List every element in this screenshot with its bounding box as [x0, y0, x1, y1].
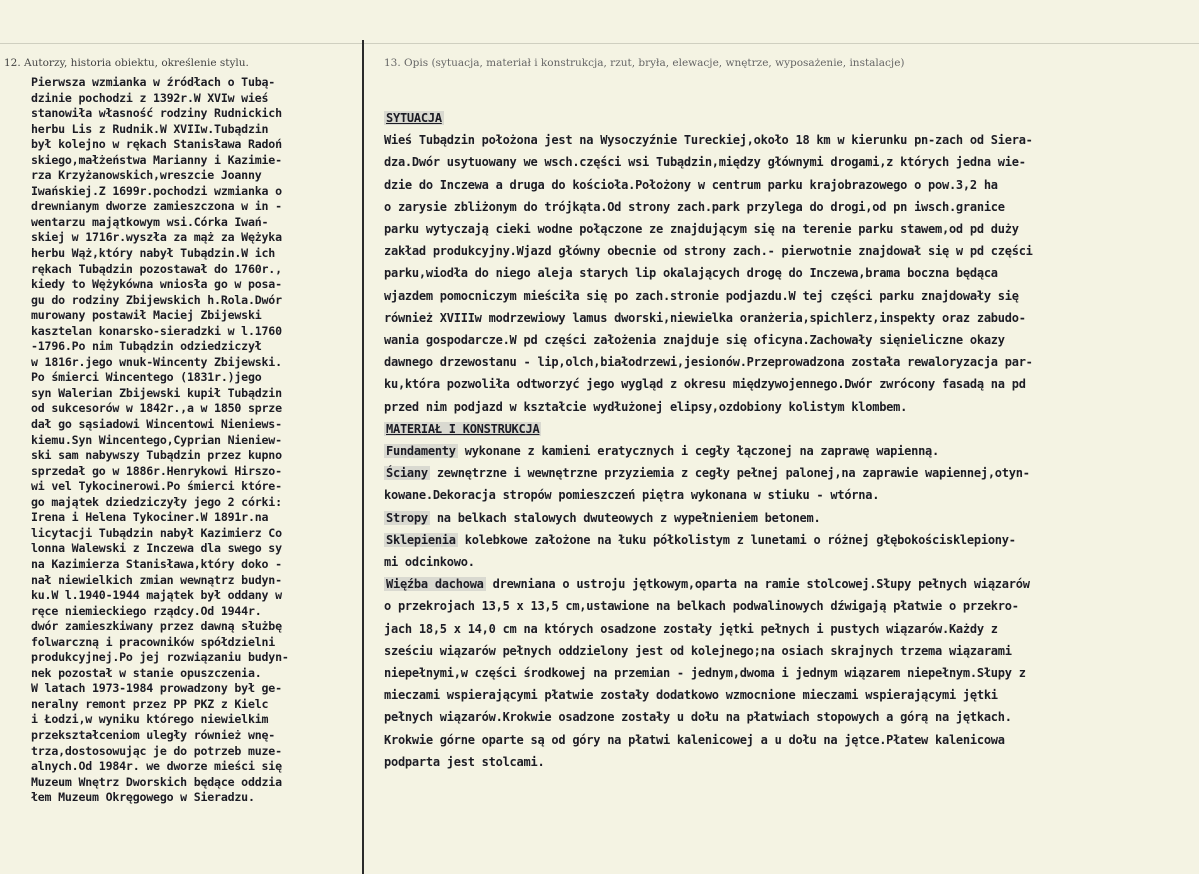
history-line: nek pozostał w stanie opuszczenia. [31, 665, 262, 680]
sciany-line-2: kowane.Dekoracja stropów pomieszczeń piętra wykonana w stiuku - wtórna. [384, 488, 880, 503]
sklepienia-text: kolebkowe założone na łuku półkolistym z lunetami o różnej głębokościsklepiony- [457, 532, 1016, 547]
sciany-label: Ściany [386, 466, 428, 481]
history-line: wi vel Tykocinerowi.Po śmierci które- [31, 479, 282, 494]
wiezba-line: mieczami wspierającymi płatwie zostały dodatkowo wzmocnione mieczami wspierającymi jętki [384, 688, 998, 703]
history-line: alnych.Od 1984r. we dworze mieści się [31, 759, 282, 774]
fundamenty-text: wykonane z kamieni eratycznych i cegły łączonej na zaprawę wapienną. [457, 444, 939, 459]
history-line: stanowiła własność rodziny Rudnickich [31, 106, 282, 121]
history-line: neralny remont przez PP PKZ z Kielc [31, 696, 269, 711]
wiezba-line: o przekrojach 13,5 x 13,5 cm,ustawione na belkach podwalinowych dźwigają płatwie o przekro- [384, 599, 1019, 614]
history-line: murowany postawił Maciej Zbijewski [31, 308, 262, 323]
history-line: skiego,małżeństwa Marianny i Kazimie- [31, 152, 282, 167]
history-line: skiej w 1716r.wyszła za mąż za Wężyka [31, 230, 282, 245]
history-line: gu do rodziny Zbijewskich h.Rola.Dwór [31, 292, 282, 307]
top-rule [0, 43, 1199, 44]
history-line: Irena i Helena Tykociner.W 1891r.na [31, 510, 269, 525]
sytuacja-line: dza.Dwór usytuowany we wsch.części wsi Tubądzin,między głównymi drogami,z których jedna wie- [384, 155, 1026, 170]
history-line: Muzeum Wnętrz Dworskich będące oddzia [31, 774, 282, 789]
fundamenty-label: Fundamenty [386, 444, 456, 459]
section-13-header: 13. Opis (sytuacja, materiał i konstrukcja, rzut, bryła, elewacje, wnętrze, wyposażenie, instalacje) [384, 57, 905, 69]
history-line: sprzedał go w 1886r.Henrykowi Hirszo- [31, 463, 282, 478]
history-line: kiemu.Syn Wincentego,Cyprian Nieniew- [31, 432, 282, 447]
history-line: W latach 1973-1984 prowadzony był ge- [31, 681, 282, 696]
history-line: dwór zamieszkiwany przez dawną służbę [31, 619, 282, 634]
history-line: wentarzu majątkowym wsi.Córka Iwań- [31, 214, 269, 229]
sciany-text: zewnętrzne i wewnętrzne przyziemia z cegły pełnej palonej,na zaprawie wapiennej,otyn- [429, 466, 1030, 481]
history-line: syn Walerian Zbijewski kupił Tubądzin [31, 385, 282, 400]
sytuacja-line: wania gospodarcze.W pd części założenia znajduje się oficyna.Zachowały sięnieliczne okazy [384, 333, 1005, 348]
history-line: herbu Lis z Rudnik.W XVIIw.Tubądzin [31, 121, 269, 136]
sytuacja-line: dawnego drzewostanu - lip,olch,białodrzewi,jesionów.Przeprowadzona została rewaloryzacja par- [384, 355, 1033, 370]
history-line: Po śmierci Wincentego (1831r.)jego [31, 370, 262, 385]
history-line: na Kazimierza Stanisława,który doko - [31, 556, 282, 571]
stropy-text: na belkach stalowych dwuteowych z wypełnieniem betonem. [429, 510, 821, 525]
sytuacja-line: dzie do Inczewa a druga do kościoła.Położony w centrum parku krajobrazowego o pow.3,2 ha [384, 177, 998, 192]
history-line: kiedy to Wężykówna wniosła go w posa- [31, 277, 282, 292]
wiezba-line: pełnych wiązarów.Krokwie osadzone zostały u dołu na płatwiach stopowych a górą na jętkach. [384, 710, 1012, 725]
sytuacja-line: parku,wiodła do niego aleja starych lip okalających drogę do Inczewa,brama boczna będąca [384, 266, 998, 281]
history-line: Iwańskiej.Z 1699r.pochodzi wzmianka o [31, 183, 282, 198]
sytuacja-line: przed nim podjazd w kształcie wydłużonej elipsy,ozdobiony kolistym klombem. [384, 399, 908, 414]
stropy-label: Stropy [386, 510, 428, 525]
history-line: herbu Wąż,który nabył Tubądzin.W ich [31, 246, 276, 261]
history-line: drewnianym dworze zamieszczona w in - [31, 199, 282, 214]
history-line: od sukcesorów w 1842r.,a w 1850 sprze [31, 401, 282, 416]
history-line: kasztelan konarsko-sieradzki w l.1760 [31, 323, 282, 338]
sytuacja-heading: SYTUACJA [386, 111, 442, 125]
fundamenty-line [384, 440, 1184, 462]
history-line: ku.W l.1940-1944 majątek był oddany w [31, 588, 282, 603]
sytuacja-line: ku,która pozwoliła odtworzyć jego wygląd z okresu międzywojennego.Dwór zwrócony fasadą na pd [384, 377, 1026, 392]
description-text [384, 107, 1184, 773]
history-line: przekształceniom uległy również wnę- [31, 727, 276, 742]
sytuacja-line: o zarysie zbliżonym do trójkąta.Od strony zach.park przylega do drogi,od pn iwsch.granice [384, 199, 1005, 214]
sytuacja-line: Wieś Tubądzin położona jest na Wysoczyźnie Tureckiej,około 18 km w kierunku pn-zach od Siera- [384, 133, 1033, 148]
wiezba-line [384, 573, 1184, 595]
sklepienia-label: Sklepienia [386, 532, 456, 547]
sytuacja-line: wjazdem pomocniczym mieściła się po zach.stronie podjazdu.W tej części parku znajdowały się [384, 288, 1019, 303]
history-line: ski sam nabywszy Tubądzin przez kupno [31, 448, 282, 463]
sklepienia-line-2: mi odcinkowo. [384, 555, 475, 570]
history-line: produkcyjnej.Po jej rozwiązaniu budyn- [31, 650, 289, 665]
history-line: -1796.Po nim Tubądzin odziedziczył [31, 339, 262, 354]
history-line: był kolejno w rękach Stanisława Radoń [31, 137, 282, 152]
history-line: w 1816r.jego wnuk-Wincenty Zbijewski. [31, 354, 282, 369]
wiezba-line: Krokwie górne oparte są od góry na płatwi kalenicowej a u dołu na jętce.Płatew kalenicowa [384, 732, 1005, 747]
sytuacja-line: również XVIIIw modrzewiowy lamus dworski,niewielka oranżeria,spichlerz,inspekty oraz zabudo- [384, 310, 1026, 325]
history-line: trza,dostosowując je do potrzeb muze- [31, 743, 282, 758]
column-divider [362, 40, 364, 874]
wiezba-label: Więźba dachowa [386, 577, 484, 592]
history-line: łem Muzeum Okręgowego w Sieradzu. [31, 790, 255, 805]
history-line: ręce niemieckiego rządcy.Od 1944r. [31, 603, 262, 618]
material-heading: MATERIAŁ I KONSTRUKCJA [386, 421, 540, 436]
history-line: folwarczną i pracowników spółdzielni [31, 634, 276, 649]
sytuacja-line: zakład produkcyjny.Wjazd główny obecnie od strony zach.- pierwotnie znajdował się w pd części [384, 244, 1033, 259]
history-line: go majątek dziedziczyły jego 2 córki: [31, 494, 282, 509]
history-line: rękach Tubądzin pozostawał do 1760r., [31, 261, 282, 276]
history-line: Pierwsza wzmianka w źródłach o Tubą- [31, 75, 276, 89]
stropy-line [384, 507, 1184, 529]
history-text [31, 75, 356, 806]
history-line: dzinie pochodzi z 1392r.W XVIw wieś [31, 90, 269, 105]
wiezba-text: drewniana o ustroju jętkowym,oparta na ramie stolcowej.Słupy pełnych wiązarów [485, 577, 1030, 592]
history-line: lonna Walewski z Inczewa dla swego sy [31, 541, 282, 556]
wiezba-line: podparta jest stolcami. [384, 754, 545, 769]
history-line: rza Krzyżanowskich,wreszcie Joanny [31, 168, 262, 183]
history-line: licytacji Tubądzin nabył Kazimierz Co [31, 525, 282, 540]
sytuacja-line: parku wytyczają cieki wodne połączone ze znajdującym się na terenie parku stawem,od pd duży [384, 222, 1019, 237]
history-line: dał go sąsiadowi Wincentowi Nieniews- [31, 417, 282, 432]
wiezba-line: sześciu wiązarów pełnych oddzielony jest od kolejnego;na osiach skrajnych trzema wiązarami [384, 643, 1012, 658]
sklepienia-line [384, 529, 1184, 551]
history-line: i Łodzi,w wyniku którego niewielkim [31, 712, 269, 727]
wiezba-line: jach 18,5 x 14,0 cm na których osadzone zostały jętki pełnych i pustych wiązarów.Każdy z [384, 621, 998, 636]
history-line: nał niewielkich zmian wewnątrz budyn- [31, 572, 282, 587]
wiezba-line: niepełnymi,w części środkowej na przemian - jednym,dwoma i jednym wiązarem niepełnym.Słupy z [384, 666, 1026, 681]
section-12-header: 12. Autorzy, historia obiektu, określenie stylu. [4, 57, 249, 69]
sciany-line [384, 462, 1184, 484]
